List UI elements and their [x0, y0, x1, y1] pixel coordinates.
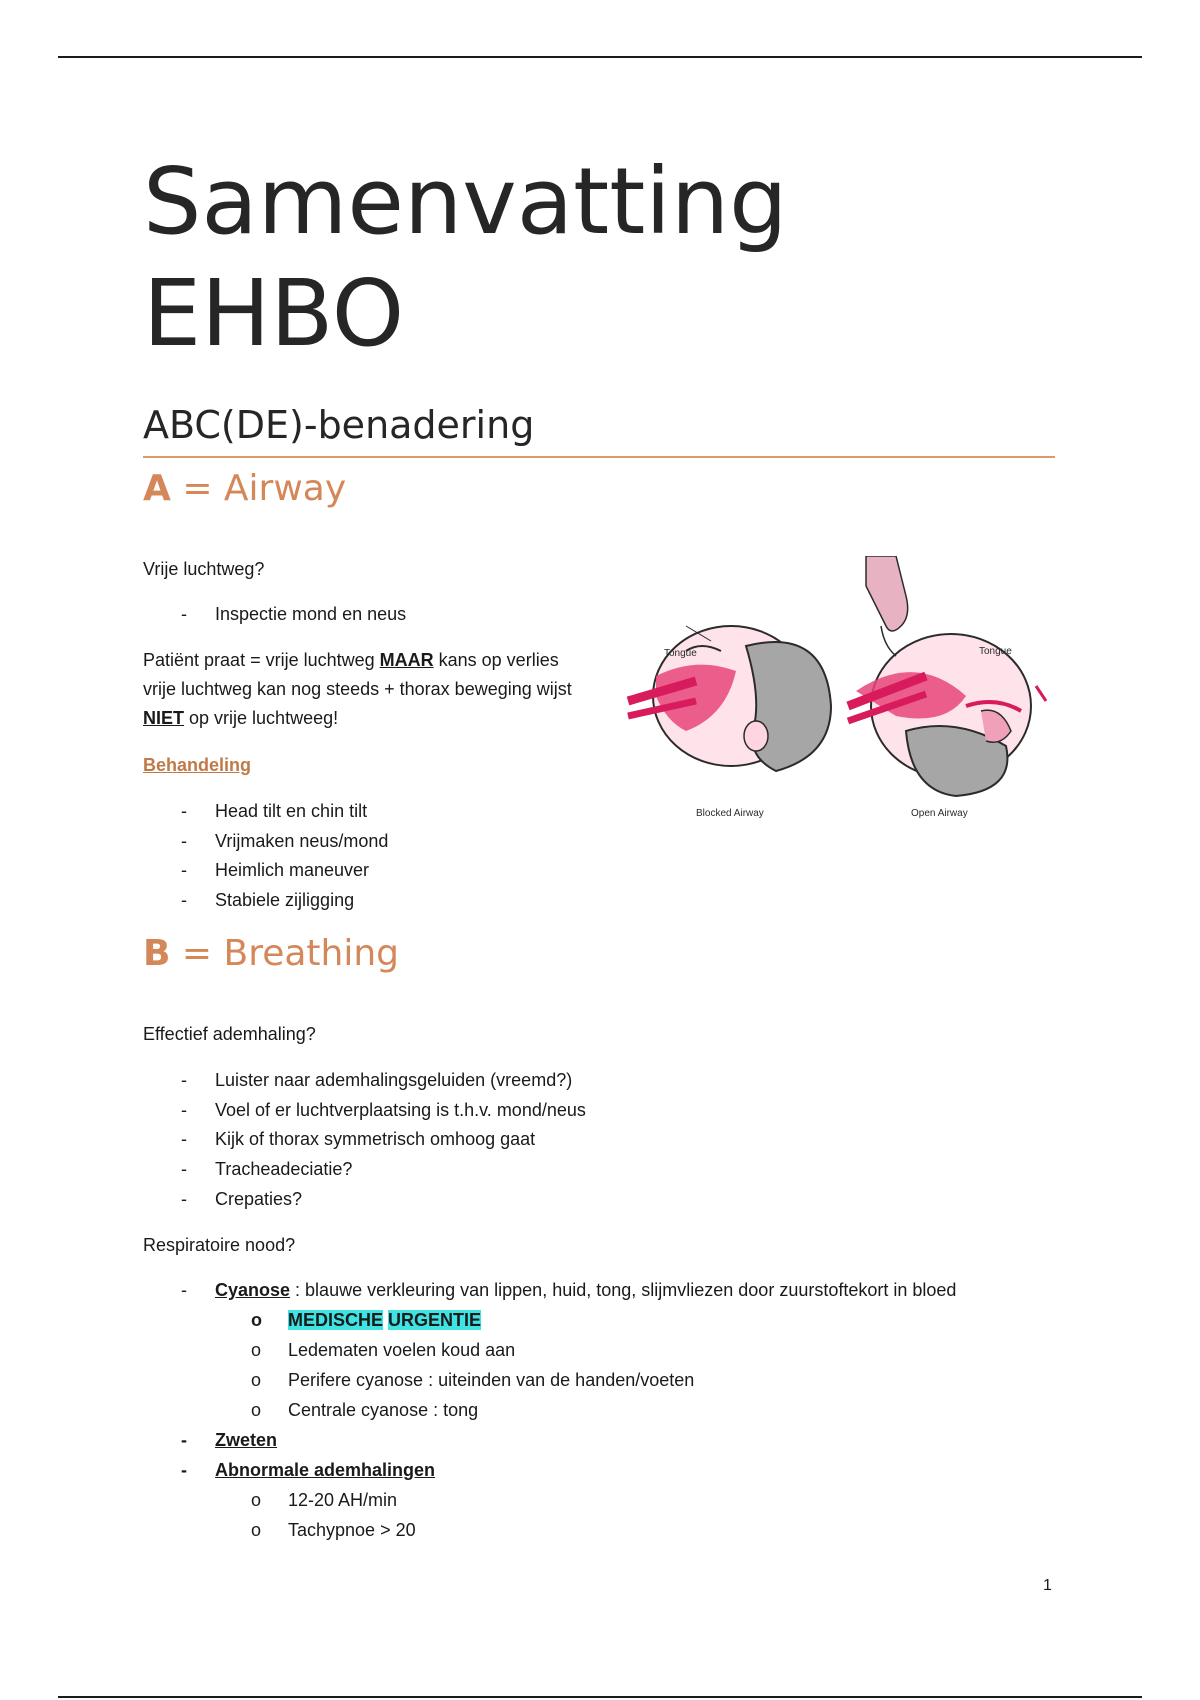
list-item-label: Kijk of thorax symmetrisch omhoog gaat	[215, 1129, 536, 1149]
urgent-text: MEDISCHE	[288, 1310, 384, 1330]
bullet-dash: -	[181, 604, 187, 624]
list-item-label: Head tilt en chin tilt	[215, 801, 368, 821]
list-item	[143, 1520, 1055, 1546]
heading-airway	[143, 468, 346, 509]
list-item	[143, 1310, 1055, 1336]
list-item-label: Tracheadeciatie?	[215, 1159, 353, 1179]
list-item	[143, 1490, 1055, 1516]
airway-illustration	[626, 556, 1056, 826]
list-item-label: Stabiele zijligging	[215, 890, 355, 910]
emphasis-niet: NIET	[143, 708, 185, 728]
open-airway-head-icon	[848, 556, 1046, 796]
emphasis-maar: MAAR	[379, 650, 434, 670]
heading-airway-letter: A	[143, 468, 171, 509]
list-item	[143, 1430, 1055, 1456]
bullet-circle: o	[251, 1520, 262, 1540]
footer-rule	[58, 1696, 1142, 1698]
list-item	[143, 1370, 1055, 1396]
cyanose-term: Cyanose	[215, 1280, 291, 1300]
bullet-dash: -	[181, 1460, 187, 1480]
paragraph-text: op vrije luchtweeg!	[184, 708, 339, 728]
list-item	[143, 1340, 1055, 1366]
list-item-label: Tachypnoe > 20	[288, 1520, 416, 1540]
list-item-label: Voel of er luchtverplaatsing is t.h.v. mond/neus	[215, 1100, 586, 1120]
airway-paragraph	[143, 646, 583, 733]
list-item	[143, 1100, 1055, 1126]
list-item-label: Vrijmaken neus/mond	[215, 831, 389, 851]
breathing-question-1: Effectief ademhaling?	[143, 1024, 316, 1044]
list-item-label: Abnormale ademhalingen	[215, 1460, 436, 1480]
breathing-question-2: Respiratoire nood?	[143, 1235, 296, 1255]
list-item	[143, 890, 1055, 916]
bullet-dash: -	[181, 801, 187, 821]
treatment-label-text: Behandeling	[143, 755, 252, 775]
list-item-label: Crepaties?	[215, 1189, 303, 1209]
list-item-label: Heimlich maneuver	[215, 860, 370, 880]
bullet-dash: -	[181, 1189, 187, 1209]
list-item	[143, 1070, 1055, 1096]
document-title	[143, 146, 788, 370]
list-item	[143, 1129, 1055, 1155]
bullet-dash: -	[181, 1100, 187, 1120]
bullet-dash: -	[181, 860, 187, 880]
list-item	[143, 1400, 1055, 1426]
list-item	[143, 1280, 1055, 1306]
bullet-circle: o	[251, 1370, 262, 1390]
section-title-rule	[143, 456, 1055, 458]
list-item-label: Centrale cyanose : tong	[288, 1400, 479, 1420]
list-item-label: 12-20 AH/min	[288, 1490, 398, 1510]
cyanose-definition: : blauwe verkleuring van lippen, huid, tong, slijmvliezen door zuurstoftekort in bloed	[290, 1280, 957, 1300]
bullet-circle: o	[251, 1490, 262, 1510]
bullet-dash: -	[181, 1159, 187, 1179]
list-item	[143, 1189, 1055, 1215]
bullet-dash: -	[181, 1129, 187, 1149]
urgent-text: URGENTIE	[388, 1310, 482, 1330]
list-item-label: Inspectie mond en neus	[215, 604, 407, 624]
list-item	[143, 860, 1055, 886]
blocked-airway-head-icon	[628, 626, 831, 771]
bullet-dash: -	[181, 1070, 187, 1090]
section-title: ABC(DE)-benadering	[143, 403, 535, 447]
list-item-label: Luister naar ademhalingsgeluiden (vreemd?)	[215, 1070, 573, 1090]
list-item-label: Ledematen voelen koud aan	[288, 1340, 516, 1360]
list-item-label: Perifere cyanose : uiteinden van de handen/voeten	[288, 1370, 695, 1390]
label-tongue-right: Tongue	[979, 646, 1012, 657]
bullet-circle: o	[251, 1310, 262, 1330]
list-item-label: Zweten	[215, 1430, 278, 1450]
caption-open-airway: Open Airway	[911, 808, 968, 819]
bullet-dash: -	[181, 1280, 187, 1300]
page-number: 1	[1043, 1577, 1052, 1594]
heading-breathing-text: = Breathing	[170, 933, 400, 974]
list-item-label	[215, 1280, 956, 1301]
bullet-circle: o	[251, 1400, 262, 1420]
bullet-dash: -	[181, 890, 187, 910]
bullet-dash: -	[181, 1430, 187, 1450]
urgent-badge	[288, 1310, 481, 1331]
label-tongue-left: Tongue	[664, 648, 697, 659]
heading-breathing-letter: B	[143, 933, 171, 974]
airway-question: Vrije luchtweg?	[143, 559, 265, 579]
paragraph-text: Patiënt praat = vrije luchtweg	[143, 650, 380, 670]
bullet-circle: o	[251, 1340, 262, 1360]
caption-blocked-airway: Blocked Airway	[696, 808, 764, 819]
list-item	[143, 831, 1055, 857]
title-line-2: EHBO	[143, 260, 405, 367]
document-page	[143, 0, 1055, 1700]
list-item	[143, 1460, 1055, 1486]
heading-airway-text: = Airway	[170, 468, 347, 509]
treatment-label	[143, 755, 251, 776]
heading-breathing	[143, 933, 399, 974]
list-item	[143, 1159, 1055, 1185]
paragraph-text: kans op verlies vrije luchtweg kan nog steeds + thorax beweging wijst	[143, 650, 572, 699]
bullet-dash: -	[181, 831, 187, 851]
title-line-1: Samenvatting	[143, 148, 788, 255]
